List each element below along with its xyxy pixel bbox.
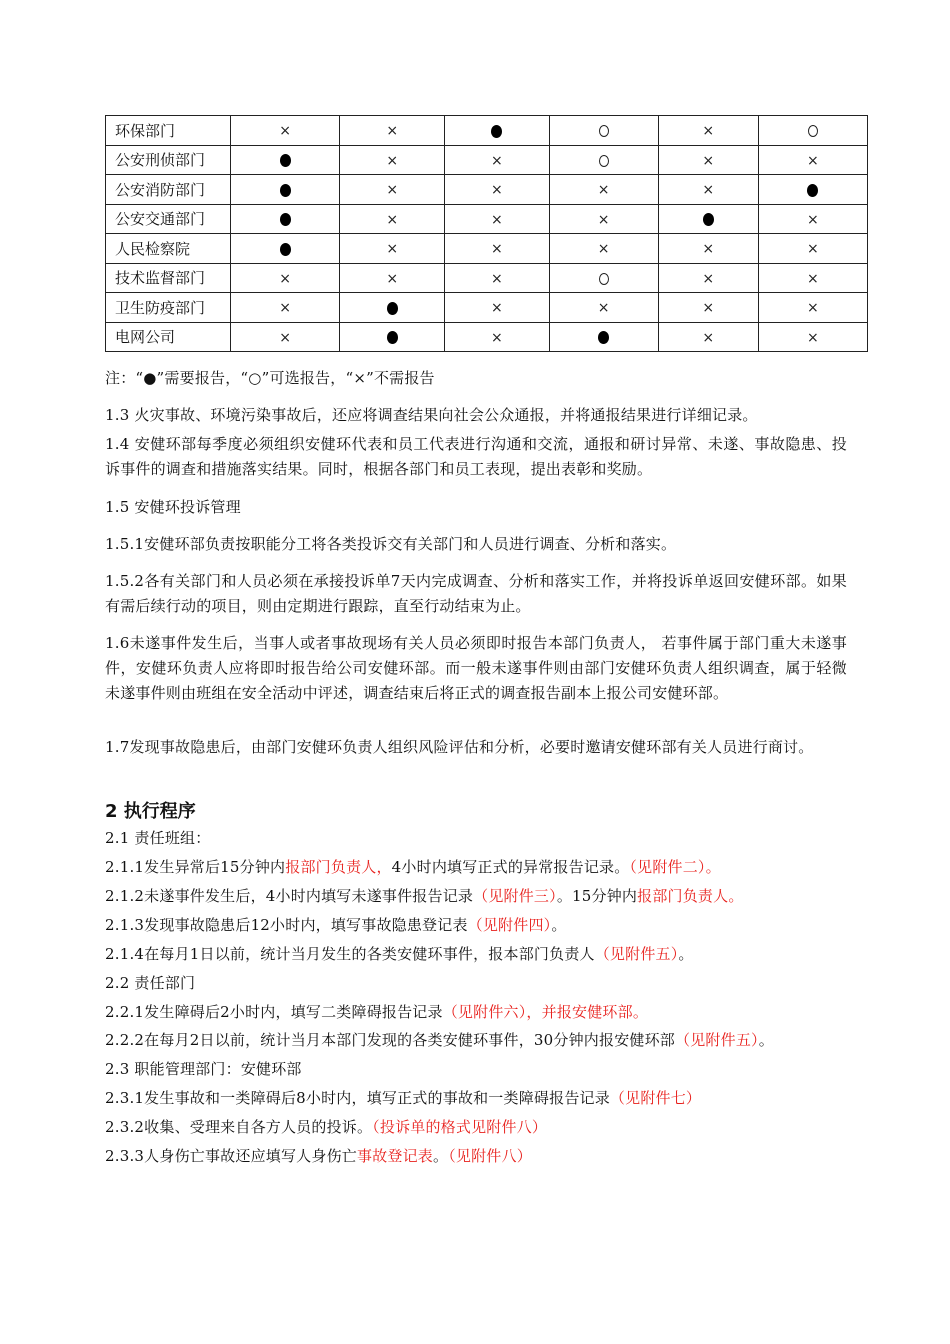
text-segment: 4小时内填写正式的异常报告记录。 (391, 858, 630, 876)
cross-mark: × (807, 300, 819, 317)
filled-circle-icon (387, 302, 398, 315)
text-segment: 2.3.3人身伤亡事故还应填写人身伤亡 (105, 1147, 357, 1165)
paragraph (105, 884, 847, 909)
dept-cell: 技术监督部门 (106, 263, 231, 293)
text-segment: 2.1 责任班组： (105, 829, 211, 847)
status-cell (340, 116, 445, 146)
dept-cell: 电网公司 (106, 322, 231, 352)
filled-circle-icon (387, 331, 398, 344)
status-cell (445, 322, 549, 352)
filled-circle-icon (280, 154, 291, 167)
status-cell (658, 204, 758, 234)
status-cell (340, 263, 445, 293)
status-cell (340, 322, 445, 352)
status-cell (758, 234, 867, 264)
status-cell (658, 293, 758, 323)
status-cell (658, 263, 758, 293)
cross-mark: × (491, 270, 503, 287)
status-cell (445, 293, 549, 323)
text-segment: 。 (432, 1147, 449, 1165)
text-segment: 2.3.2收集、受理来自各方人员的投诉。 (105, 1118, 373, 1136)
text-segment: 2.2.1发生障碍后2小时内，填写二类障碍报告记录 (105, 1003, 443, 1021)
status-cell (445, 145, 549, 175)
status-cell (758, 263, 867, 293)
status-cell (549, 263, 658, 293)
text-segment: 注：“●”需要报告，“○”可选报告，“×”不需报告 (105, 369, 435, 387)
highlighted-text: （见附件三） (473, 887, 557, 905)
status-cell (658, 175, 758, 205)
cross-mark: × (597, 182, 610, 199)
cross-mark: × (491, 329, 503, 346)
status-cell (231, 293, 340, 323)
status-cell (758, 175, 867, 205)
status-cell (549, 322, 658, 352)
text-segment: 1.3 火灾事故、环境污染事故后，还应将调查结果向社会公众通报，并将通报结果进行详细记录。 (105, 406, 758, 424)
status-cell (549, 116, 658, 146)
highlighted-text: （见附件二）。 (629, 858, 721, 876)
cross-mark: × (279, 300, 291, 317)
cross-mark: × (491, 211, 503, 228)
cross-mark: × (279, 270, 291, 287)
text-segment: 1.7发现事故隐患后，由部门安健环负责人组织风险评估和分析，必要时邀请安健环部有关人员进行商讨。 (105, 738, 814, 756)
cross-mark: × (702, 300, 715, 317)
status-cell (340, 204, 445, 234)
highlighted-text: （见附件六），并报安健环部。 (442, 1003, 649, 1021)
paragraph (105, 403, 847, 428)
hollow-circle-icon (599, 273, 609, 285)
text-segment: 2.1.3发现事故隐患后12小时内，填写事故隐患登记表 (105, 916, 468, 934)
dept-cell: 卫生防疫部门 (106, 293, 231, 323)
table-row (106, 145, 868, 175)
status-cell (340, 234, 445, 264)
paragraph (105, 432, 847, 482)
cross-mark: × (702, 152, 715, 169)
cross-mark: × (702, 182, 715, 199)
paragraph (105, 1028, 847, 1053)
cross-mark: × (702, 123, 715, 140)
status-cell (758, 204, 867, 234)
text-segment: 。 (678, 945, 694, 963)
status-cell (658, 145, 758, 175)
status-cell (445, 116, 549, 146)
filled-circle-icon (703, 213, 714, 226)
status-cell (445, 175, 549, 205)
text-segment: 1.6未遂事件发生后，当事人或者事故现场有关人员必须即时报告本部门负责人， 若事件属于部门重大未遂事件，安健环负责人应将即时报告给公司安健环部。而一般未遂事件则由部门安健环负责人组织调查，属于轻微未遂事件则由班组在安全活动中评述，调查结束后将正式的调查报告副本上报公司安健环部。 (105, 634, 847, 702)
paragraph (105, 971, 847, 996)
status-cell (231, 263, 340, 293)
text-segment: 1.5.2各有关部门和人员必须在承接投诉单7天内完成调查、分析和落实工作，并将投诉单返回安健环部。如果有需后续行动的项目，则由定期进行跟踪，直至行动结束为止。 (105, 572, 847, 615)
text-segment: 2.2.2在每月2日以前，统计当月本部门发现的各类安健环事件，30分钟内报安健环部 (105, 1031, 676, 1049)
status-cell (658, 234, 758, 264)
hollow-circle-icon (599, 125, 609, 137)
table-row (106, 322, 868, 352)
table-row (106, 293, 868, 323)
cross-mark: × (807, 152, 819, 169)
status-cell (658, 116, 758, 146)
filled-circle-icon (280, 243, 291, 256)
status-cell (758, 322, 867, 352)
text-segment: 1.5.1安健环部负责按职能分工将各类投诉交有关部门和人员进行调查、分析和落实。 (105, 535, 677, 553)
cross-mark: × (386, 270, 399, 287)
status-cell (231, 234, 340, 264)
cross-mark: × (807, 241, 819, 258)
status-cell (549, 175, 658, 205)
text-segment: 。 (551, 916, 567, 934)
filled-circle-icon (807, 184, 818, 197)
cross-mark: × (807, 211, 819, 228)
cross-mark: × (807, 329, 819, 346)
highlighted-text: 报部门负责人， (285, 858, 392, 876)
cross-mark: × (597, 241, 610, 258)
table-row (106, 175, 868, 205)
status-cell (445, 204, 549, 234)
status-cell (340, 293, 445, 323)
text-segment: 1.4 安健环部每季度必须组织安健环代表和员工代表进行沟通和交流，通报和研讨异常、未遂、事故隐患、投诉事件的调查和措施落实结果。同时，根据各部门和员工表现，提出表彰和奖励。 (105, 435, 847, 478)
cross-mark: × (702, 329, 715, 346)
status-cell (231, 204, 340, 234)
status-cell (445, 234, 549, 264)
status-cell (549, 204, 658, 234)
highlighted-text: （投诉单的格式见附件八） (372, 1118, 548, 1136)
text-segment: 。15分钟内 (556, 887, 638, 905)
cross-mark: × (807, 270, 819, 287)
cross-mark: × (386, 182, 399, 199)
dept-cell: 环保部门 (106, 116, 231, 146)
cross-mark: × (702, 270, 715, 287)
paragraph (105, 1144, 847, 1169)
section-heading-2: 2 执行程序 (105, 801, 196, 822)
filled-circle-icon (598, 331, 609, 344)
paragraph (105, 942, 847, 967)
status-cell (340, 145, 445, 175)
cross-mark: × (491, 152, 503, 169)
paragraph (105, 1115, 847, 1140)
text-segment: 2.1.4在每月1日以前，统计当月发生的各类安健环事件，报本部门负责人 (105, 945, 595, 963)
hollow-circle-icon (599, 155, 609, 167)
cross-mark: × (491, 241, 503, 258)
cross-mark: × (386, 241, 399, 258)
status-cell (231, 322, 340, 352)
highlighted-text: （见附件五） (594, 945, 679, 963)
status-cell (340, 175, 445, 205)
paragraph (105, 735, 847, 760)
cross-mark: × (597, 211, 610, 228)
dept-cell: 人民检察院 (106, 234, 231, 264)
hollow-circle-icon (808, 125, 818, 137)
cross-mark: × (597, 300, 610, 317)
highlighted-text: （见附件四） (467, 916, 552, 934)
cross-mark: × (491, 182, 503, 199)
highlighted-text: （见附件八） (448, 1147, 532, 1165)
text-segment: 1.5 安健环投诉管理 (105, 498, 241, 516)
table-row (106, 204, 868, 234)
status-cell (231, 145, 340, 175)
status-cell (231, 116, 340, 146)
text-segment: 2.1.2未遂事件发生后，4小时内填写未遂事件报告记录 (105, 887, 474, 905)
status-cell (758, 145, 867, 175)
filled-circle-icon (280, 213, 291, 226)
status-cell (445, 263, 549, 293)
paragraph (105, 532, 847, 557)
status-cell (231, 175, 340, 205)
paragraph (105, 1057, 847, 1082)
cross-mark: × (279, 329, 291, 346)
filled-circle-icon (280, 184, 291, 197)
dept-cell: 公安交通部门 (106, 204, 231, 234)
paragraph (105, 826, 847, 851)
status-cell (549, 293, 658, 323)
status-cell (549, 234, 658, 264)
paragraph (105, 913, 847, 938)
text-segment: 2.1.1发生异常后15分钟内 (105, 858, 286, 876)
status-cell (658, 322, 758, 352)
status-cell (549, 145, 658, 175)
text-segment: 2.3.1发生事故和一类障碍后8小时内，填写正式的事故和一类障碍报告记录 (105, 1089, 610, 1107)
highlighted-text: （见附件五） (675, 1031, 759, 1049)
cross-mark: × (702, 241, 715, 258)
paragraph (105, 631, 847, 706)
cross-mark: × (279, 123, 291, 140)
highlighted-text: （见附件七） (609, 1089, 702, 1107)
cross-mark: × (386, 152, 399, 169)
text-segment: 。 (758, 1031, 774, 1049)
table-row (106, 116, 868, 146)
paragraph (105, 495, 847, 520)
paragraph (105, 855, 847, 880)
paragraph (105, 1086, 847, 1111)
text-segment: 2.2 责任部门 (105, 974, 196, 992)
status-cell (758, 116, 867, 146)
dept-cell: 公安刑侦部门 (106, 145, 231, 175)
paragraph (105, 1000, 847, 1025)
paragraph (105, 569, 847, 619)
highlighted-text: 事故登记表 (356, 1147, 433, 1165)
status-cell (758, 293, 867, 323)
filled-circle-icon (491, 125, 502, 138)
reporting-matrix-table (105, 115, 868, 352)
table-row (106, 263, 868, 293)
table-note (105, 366, 847, 391)
dept-cell: 公安消防部门 (106, 175, 231, 205)
cross-mark: × (491, 300, 503, 317)
table-row (106, 234, 868, 264)
text-segment: 2.3 职能管理部门：安健环部 (105, 1060, 302, 1078)
cross-mark: × (386, 123, 399, 140)
cross-mark: × (386, 211, 399, 228)
highlighted-text: 报部门负责人。 (637, 887, 744, 905)
